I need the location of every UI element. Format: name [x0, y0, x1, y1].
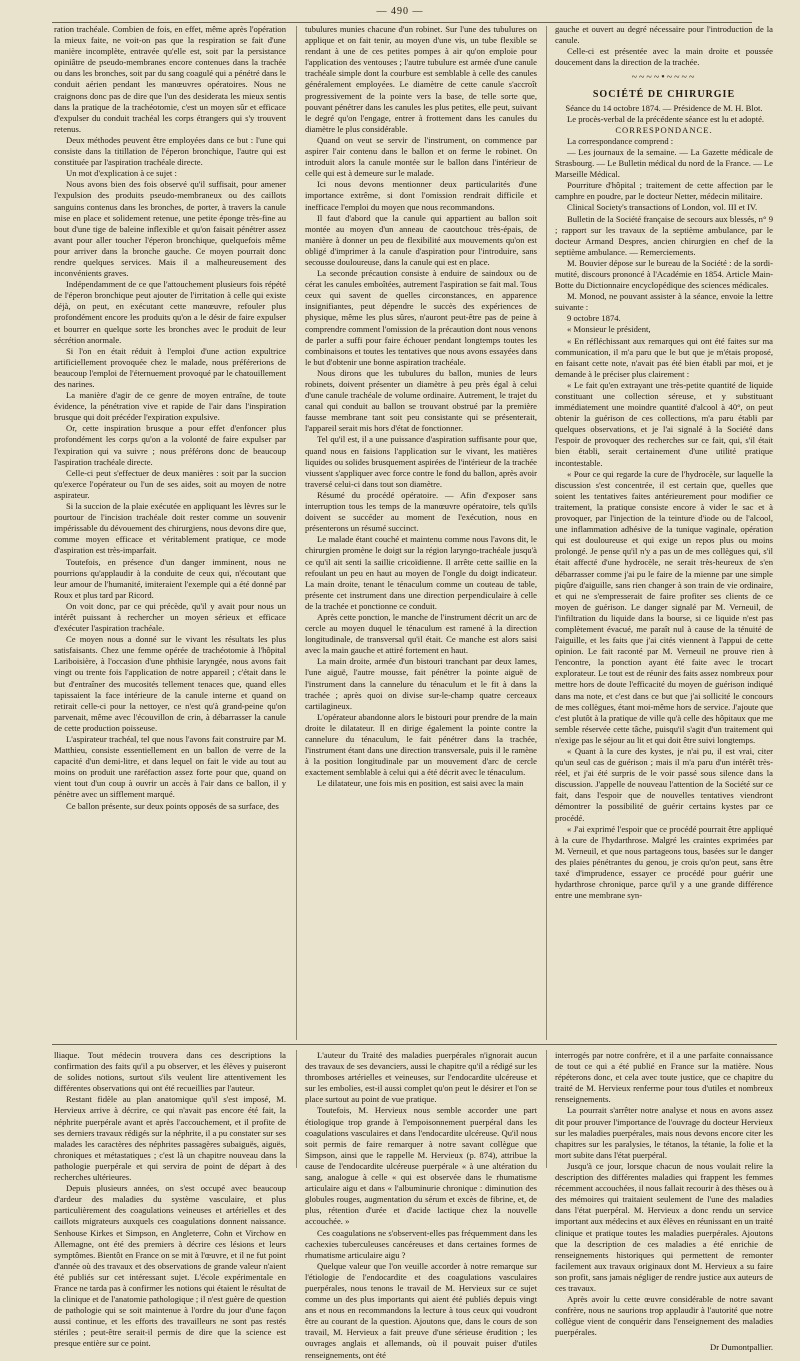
paragraph: Si la succion de la plaie exécutée en appliquant les lèvres sur le pourtour de l'incision trachéale doit rester comme un souvenir impérissable du dévouement des chirurgiens, nous devons dire que, comme moyen efficace et véritablement pratique, ce mode d'aspiration est très-imparfait. [54, 501, 286, 556]
paragraph: « En réfléchissant aux remarques qui ont été faites sur ma communication, il m'a paru que le but que je m'étais proposé, en faisant cette note, n'avait pas été bien établi par moi, et je demande à le préciser plus clairement : [555, 335, 773, 379]
paragraph: gauche et ouvert au degré nécessaire pour l'introduction de la canule. [555, 24, 773, 46]
paragraph: Après cette ponction, le manche de l'instrument décrit un arc de cercle au moyen duquel le ténaculum est ramené à la direction longitudinale, de transversal qu'il était. Ce manche est alors saisi avec la main gauche et attiré fortement en haut. [305, 611, 537, 656]
paragraph: Ces coagulations ne s'observent-elles pas fréquemment dans les cachexies tuberculeuses cancéreuses et dans certaines formes de rhumatisme articulaire aigu ? [305, 1227, 537, 1260]
bottom-column-3 [555, 1050, 773, 1353]
paragraph: lliaque. Tout médecin trouvera dans ces descriptions la confirmation des faits qu'il a pu observer, et les élèves y puiseront de solides notions, surtout s'ils veulent lire attentivement les différentes observations qui ont été recueillies par l'auteur. [54, 1050, 286, 1094]
column-2 [305, 24, 537, 1042]
paragraph: M. Bouvier dépose sur le bureau de la Société : de la sordi-mutité, discours prononcé à l'Académie en 1854. Article Main-Botte du Dictionnaire encyclopédique des sciences médicales. [555, 257, 773, 291]
society-minutes: Le procès-verbal de la précédente séance est lu et adopté. [567, 113, 765, 124]
ornament-divider: ~~~~•~~~~ [631, 72, 697, 84]
paragraph: L'aspirateur trachéal, tel que nous l'avons fait construire par M. Matthieu, consiste essentiellement en un ballon de verre de la capacité d'un demi-litre, et dans lequel on fait le vide au tout au moins on produit une raréfaction assez forte pour que, quand on vient tout d'un coup à ouvrir un accès à l'air dans ce ballon, il y pénètre avec un sifflement marqué. [54, 734, 286, 800]
paragraph: Toutefois, M. Hervieux nous semble accorder une part étiologique trop grande à l'empoisonnement puerpéral dans les coagulations vasculaires et dans l'endocardite ulcéreuse. Qu'il nous soit permis de faire remarquer à notre savant collègue que Simpson, ainsi que le rappelle M. Hervieux (p. 874), attribue la cause de l'endocardite ulcéreuse puerpérale « à une altération du sang, analogue à celle « qui est observée dans le rhumatisme articulaire aigu et dans « l'albuminurie chronique : diminution des globules rouges, augmentation du sérum et excès de fibrine, et, de plus, rétention d'urée et d'acide lactique chez la nouvelle accouchée. » [305, 1105, 537, 1227]
paragraph: Celle-ci est présentée avec la main droite et poussée doucement dans la direction de la trachée. [555, 46, 773, 68]
paragraph: L'opérateur abandonne alors le bistouri pour prendre de la main droite le dilatateur. Il en dirige également la pointe contre la cannelure du ténaculum, le fait pénétrer dans la trachée, l'instrument étant dans une direction transversale, puis il le ramène à la position longitudinale par un mouvement d'arc de cercle exactement semblable à celui qui a été décrit avec le ténaculum. [305, 711, 537, 778]
paragraph: « Monsieur le président, [567, 324, 651, 335]
paragraph: Indépendamment de ce que l'attouchement plusieurs fois répété de l'éperon bronchique peut ajouter de l'irritation à celle qui existe déjà, on peut, en exécutant cette manœuvre, refouler plus profondément encore les produits qu'on a le désir de faire expulser et bourrer en quelque sorte les bronches avec le produit de leur sécrétion anormale. [54, 279, 286, 345]
paragraph: Depuis plusieurs années, on s'est occupé avec beaucoup d'ardeur des maladies du système vasculaire, et plus particulièrement des coagulations veineuses et artérielles et des caillots migrateurs auxquels ces coagulations donnent naissance. Senhouse Kirkes et Simpson, en Angleterre, Cohn et Virchow en Allemagne, ont été des premiers à décrire ces lésions et leurs symptômes. Bientôt en France on se mit à l'œuvre, et il ne fut point d'année où des travaux et des observations de grande valeur n'aient été publiés sur cet intéressant sujet. L'école expérimentale en France ne tarda pas à confirmer les notions qui étaient le résultat de la clinique et de l'anatomie pathologique ; il n'est guère de question de pathologie qui se soit maintenue à l'ordre du jour d'une façon aussi continue, et les efforts des travailleurs ne sont pas restés stériles ; peut-être serait-il permis de dire que la science est presque entière sur ce point. [54, 1183, 286, 1349]
paragraph: Pourriture d'hôpital ; traitement de cette affection par le camphre en poudre, par le docteur Netter, médecin militaire. [555, 180, 773, 202]
paragraph: Ici nous devons mentionner deux particularités d'une importance extrême, si dont l'omission rendrait difficile et inefficace l'emploi du moyen que nous recommandons. [305, 179, 537, 212]
bottom-column-1 [54, 1050, 286, 1349]
column-3 [555, 24, 773, 1042]
column-divider [296, 1050, 297, 1168]
paragraph: La manière d'agir de ce genre de moyen entraîne, de toute évidence, la pénétration vive et rapide de l'air dans l'inspiration brusque qui doit précéder l'expiration expulsive. [54, 390, 286, 423]
paragraph: M. Monod, ne pouvant assister à la séance, envoie la lettre suivante : [555, 291, 773, 313]
paragraph: « Le fait qu'en extrayant une très-petite quantité de liquide constituant une collection séreuse, et y substituant immédiatement une moindre quantité d'alcool à 40°, on peut obtenir la guérison de ces collections, m'a paru établi par quelques observations, et je l'ai signalé à la Société dans l'espoir de provoquer des recherches sur ce fait, qui, s'il était bien établi, serait certainement d'une utilité pratique incontestable. [555, 379, 773, 468]
column-divider [546, 26, 547, 1040]
paragraph: Nous avons bien des fois observé qu'il suffisait, pour amener l'expulsion des produits pseudo-membraneux ou des caillots sanguins contenus dans les bronches, de porter, à travers la canule mise en place et solidement retenue, une petite éponge très-fine au bout d'une tige de baleine inflexible et qu'on faisait pénétrer assez avant pour aller toucher l'éperon bronchique, quelquefois même pour arriver dans la bronche gauche. Ce moyen pourrait donc rendre quelques services. Mais il a malheureusement des inconvénients graves. [54, 179, 286, 279]
column-1 [54, 24, 286, 1042]
paragraph: Deux méthodes peuvent être employées dans ce but : l'une qui consiste dans la titillation de l'éperon bronchique, l'autre qui est constituée par l'aspiration trachéale directe. [54, 134, 286, 168]
paragraph: Un mot d'explication à ce sujet : [66, 168, 177, 179]
paragraph: On voit donc, par ce qui précède, qu'il y avait pour nous un intérêt puissant à rechercher un moyen sérieux et efficace d'exécuter l'aspiration trachéale. [54, 600, 286, 634]
paragraph: La pourrait s'arrêter notre analyse et nous en avons assez dit pour prouver l'importance de l'ouvrage du docteur Hervieux sur les maladies puerpérales, mais nous devons encore citer les chapitres sur les paralysies, le tétanos, la tétanie, la folie et la mort subite dans l'état puerpéral. [555, 1105, 773, 1160]
page-number: — 490 — [376, 6, 424, 17]
paragraph: Restant fidèle au plan anatomique qu'il s'est imposé, M. Hervieux arrive à décrire, ce qui n'avait pas encore été fait, la néphrite puerpérale avant et après l'accouchement, et il profite de ses derniers travaux rédigés sur la néphrite, il a pu constater sur ses malades les caractères des néphrites passagères subaiguës, aiguës, chroniques et métastatiques ; c'est là un chapitre nouveau dans la pathologie puerpérale et qui servira de point de départ à des recherches ultérieures. [54, 1094, 286, 1183]
paragraph: « J'ai exprimé l'espoir que ce procédé pourrait être appliqué à la cure de l'hydarthrose. Malgré les craintes exprimées par M. Verneuil, et que nous partageons tous, basées sur le danger des plaies pénétrantes du genou, je crois qu'on peut, sans être taxé d'imprudence, essayer ce procédé pour guérir une hydarthrose chronique, parce qu'il y a une grande différence entre une membrane syn- [555, 823, 773, 901]
paragraph: Ce ballon présente, sur deux points opposés de sa surface, des [66, 800, 279, 811]
paragraph: Résumé du procédé opératoire. — Afin d'exposer sans interruption tous les temps de la manœuvre opératoire, tels qu'ils doivent se succéder au moment de l'exécution, nous en présenterons un résumé succinct. [305, 489, 537, 534]
paragraph: « Quant à la cure des kystes, je n'ai pu, il est vrai, citer qu'un seul cas de guérison ; mais il m'a paru d'un intérêt très-réel, et j'ai été surpris de le voir passé sous silence dans la discussion. J'appelle de nouveau l'attention de la Société sur ce fait, dans l'espoir que de nouvelles tentatives viendront démontrer la possibilité de guérir certains kystes par ce procédé. [555, 746, 773, 823]
paragraph: La correspondance comprend : [567, 135, 674, 146]
paragraph: Quand on veut se servir de l'instrument, on commence par aspirer l'air contenu dans le ballon et on ferme le robinet. On introduit alors la canule montée sur le ballon dans l'intérieur de celle qui est à demeure sur le malade. [305, 134, 537, 179]
column-divider [546, 1050, 547, 1168]
paragraph: Il faut d'abord que la canule qui appartient au ballon soit montée au moyen d'un anneau de caoutchouc très-épais, de manière à donner un peu de flexibilité aux mouvements qu'on est obligé d'imprimer à la canule d'aspiration pour l'introduire, sans secousse douloureuse, dans la canule qui est en place. [305, 212, 537, 267]
paragraph: Or, cette inspiration brusque a pour effet d'enfoncer plus profondément les corps qu'on a la volonté de faire expulser par l'expiration qui va suivre ; nous préférons donc de beaucoup l'aspiration trachéale directe. [54, 423, 286, 467]
society-session: Séance du 14 octobre 1874. — Présidence de M. H. Blot. [565, 102, 763, 113]
paragraph: Tel qu'il est, il a une puissance d'aspiration suffisante pour que, quand nous en faisions l'application sur le vivant, les matières liquides ou solides brusquement aspirées de l'intérieur de la trachée viussent s'appliquer avec force contre le fond du ballon, après avoir traversé celui-ci dans tout son diamètre. [305, 434, 537, 489]
paragraph: L'auteur du Traité des maladies puerpérales n'ignorait aucun des travaux de ses devanciers, aussi le chapitre qu'il a rédigé sur les thromboses artérielles et veineuses, sur l'endocardite ulcéreuse et sur les embolies, est-il aussi complet qu'on peut le désirer et l'on se place surtout au point de vue pratique. [305, 1050, 537, 1105]
paragraph: La main droite, armée d'un bistouri tranchant par deux lames, l'une aiguë, l'autre mousse, fait pénétrer la pointe aiguë de l'instrument dans la cannelure du ténaculum et le fit à dans la trachée ; après quoi on divise sur-le-champ quatre cerceaux cartilagineux. [305, 656, 537, 711]
bottom-section-rule [52, 1044, 777, 1045]
paragraph: Celle-ci peut s'effectuer de deux manières : soit par la succion qu'exerce l'opérateur ou l'un de ses aides, soit au moyen de notre aspirateur. [54, 467, 286, 500]
correspondence-title: CORRESPONDANCE. [615, 124, 713, 135]
paragraph: Jusqu'à ce jour, lorsque chacun de nous voulait relire la description des différentes maladies qui frappent les femmes récemment accouchées, il nous fallait recourir à des thèses ou à des mémoires qui traitaient seulement de l'une des maladies dans l'état puerpéral. M. Hervieux a donc rendu un service important aux médecins et aux élèves en réunissant en un traité clinique et pratique toutes les maladies puerpérales. Ajoutons que la description de ces maladies a été enrichie de renseignements historiques qui permettent de remonter facilement aux travaux originaux dont M. Hervieux a su faire son profit, sans jamais négliger de rendre justice aux auteurs de ces travaux. [555, 1160, 773, 1293]
paragraph: Après avoir lu cette œuvre considérable de notre savant confrère, nous ne saurions trop applaudir à l'autorité que notre collègue vient de conquérir dans l'enseignement des maladies puerpérales. [555, 1294, 773, 1338]
paragraph: Le malade étant couché et maintenu comme nous l'avons dit, le chirurgien promène le doigt sur la région laryngo-trachéale jusqu'à ce qu'il ait senti la saillie cricoïdienne. Il arrête cette saillie en la refoulant un peu en haut au moyen de l'ongle du doigt indicateur. La main droite, tenant le ténaculum comme un couteau de table, présente cet instrument dans une direction perpendiculaire à celle de la trachée et ponctionne ce conduit. [305, 534, 537, 611]
paragraph: « Pour ce qui regarde la cure de l'hydrocèle, sur laquelle la discussion s'est concentrée, il est certain que, quelles que soient les tentatives faites antérieurement pour modifier ce traitement, la pratique consiste encore à vider le sac et à provoquer, par l'injection de la teinture d'iode ou de l'alcool, une inflammation adhésive de la tunique vaginale, opération qui est douloureuse et qui exige un repos plus ou moins prolongé. Je pense qu'il n'y a pas un de mes collègues qui, s'il était affecté d'une hydrocèle, ne serait très-heureux de s'en débarrasser comme j'ai pu le faire de la mienne par une simple piqûre d'aiguille, sans rien changer à son train de vie ordinaire, et qui ne s'empresserait de faire profiter ses clients de ce moyen de guérison. Le danger signalé par M. Verneuil, de l'infiltration du liquide dans la bourse, si ce liquide n'est pas complètement évacué, me paraît nul à cause de la ténuité de l'aiguille, et les faits que j'ai cités viennent à l'appui de cette opinion. Le fait raconté par M. Verneuil ne prouve rien à l'encontre, la ponction ayant été faite avec le trocart explorateur. Le tout est de réunir des faits assez nombreux pour mettre hors de doute l'efficacité du moyen de guérison indiqué dans ma note, et c'est dans ce but que j'ai sollicité le concours de mes collègues, étant moi-même hors de service. J'ajoute que c'est plutôt à la pratique de ville qu'à celle des hôpitaux que me semble réservée cette tâche, puisqu'il s'agit d'un traitement qui n'exige pas le séjour au lit et qui doit être suivi longtemps. [555, 468, 773, 745]
paragraph: — Les journaux de la semaine. — La Gazette médicale de Strasbourg. — Le Bulletin médical du nord de la France. — Le Marseille Médical. [555, 146, 773, 180]
paragraph: Le dilatateur, une fois mis en position, est saisi avec la main [317, 778, 524, 789]
paragraph: Nous dirons que les tubulures du ballon, munies de leurs robinets, doivent présenter un diamètre à peu près égal à celui d'une canule trachéale de volume ordinaire. Autrement, le trajet du canal qui conduit au ballon se trouvant obstrué par la première fausse membrane tant soit peu consistante qui se présenterait, l'appareil serait mis hors d'état de fonctionner. [305, 367, 537, 434]
paragraph: tubulures munies chacune d'un robinet. Sur l'une des tubulures on applique et on fait tenir, au moyen d'une vis, un tube flexible se rendant à une de ces petites pompes à air qu'on emploie pour l'application des ventouses ; l'autre tubulure est armée d'une canule trachéale simple dont la courbure est semblable à celle des canules généralement employées. Le diamètre de cette canule s'accroît progressivement de la pointe vers la base, de telle sorte que, pouvant pénétrer dans les canules les plus petites, elle peut, suivant le degré qu'on l'engage, entrer à frottement dans les canules du diamètre le plus considérable. [305, 24, 537, 134]
paragraph: Bulletin de la Société française de secours aux blessés, n° 9 ; rapport sur les travaux de la septième ambulance, par le docteur Armand Despres, ancien chirurgien en chef de la septième ambulance. — Remerciements. [555, 213, 773, 257]
column-divider [296, 26, 297, 1040]
paragraph: Clinical Society's transactions of London, vol. III et IV. [567, 202, 758, 213]
paragraph: Quelque valeur que l'on veuille accorder à notre remarque sur l'étiologie de l'endocardite et des coagulations vasculaires puerpérales, nous tenons le travail de M. Hervieux sur ce sujet comme un des plus importants qui aient été publiés depuis vingt ans et nous en recommandons la lecture à tous ceux qui voudront être au courant de la question. Ajoutons que, dans le cours de son travail, M. Hervieux a fait preuve d'une sérieuse érudition ; les ouvrages anglais et allemands, où il pouvait puiser d'utiles renseignements, ont été [305, 1260, 537, 1360]
paragraph: 9 octobre 1874. [567, 313, 621, 324]
bottom-column-2 [305, 1050, 537, 1360]
paragraph: Ce moyen nous a donné sur le vivant les résultats les plus satisfaisants. Chez une femme opérée de trachéotomie à l'hôpital Lariboisière, à l'occasion d'une phthisie laryngée, nous avons fait vingt ou trente fois l'application de notre appareil ; c'était dans le but d'entraîner des mucosités tellement tenaces que, quand elles tapissaient la face intérieure de la canule interne et quand on retirait celle-ci pour la nettoyer, ce n'est qu'à grand-peine qu'on parvenait, même avec l'écouvillon de crin, à débarrasser la canule de cette production poisseuse. [54, 634, 286, 733]
paragraph: ration trachéale. Combien de fois, en effet, même après l'opération la mieux faite, ne voit-on pas que la respiration se fait d'une manière incomplète, entravée qu'elle est, soit par la persistance opiniâtre de pseudo-membranes encore contenues dans la trachée ou dans les bronches, soit par du sang coagulé qui a pénétré dans le conduit aérien pendant les manœuvres opératoires. Nous ne craignons donc pas de dire que l'un des desiderata les mieux sentis dans la pratique de la trachéotomie, c'est un moyen sûr et efficace d'expulser du conduit trachéal les corps étrangers qui s'y trouvent retenus. [54, 24, 286, 134]
paragraph: La seconde précaution consiste à enduire de saindoux ou de cérat les canules emboîtées, autrement l'aspiration se fait mal. Tous ceux qui savent de quelles circonstances, en apparence insignifiantes, peut dépendre le succès des expériences de physique, même les plus sûres, n'auront peut-être pas de peine à comprendre comment l'omission de la précaution dont nous venons de parler a suffi pour faire échouer pendant longtemps toutes les combinaisons et toutes les tentatives que nous avons essayées dans le but d'obtenir une bonne aspiration trachéale. [305, 268, 537, 367]
paragraph: interrogés par notre confrère, et il a une parfaite connaissance de tout ce qui a été publié en France sur la matière. Nous répéterons donc, et cela avec toute justice, que ce chapitre du traité de M. Hervieux renferme pour tous d'utiles et nombreux renseignements. [555, 1050, 773, 1105]
paragraph: Si l'on en était réduit à l'emploi d'une action expultrice artificiellement provoquée chez le malade, nous préférerions de beaucoup l'emploi de l'éternuement provoqué par le chatouillement des narines. [54, 345, 286, 389]
top-rule [52, 22, 752, 23]
society-title: SOCIÉTÉ DE CHIRURGIE [592, 89, 736, 101]
signature: Dr Dumontpallier. [709, 1342, 773, 1353]
paragraph: Toutefois, en présence d'un danger imminent, nous ne pourrions qu'applaudir à la conduite de ceux qui, n'écoutant que leur amour de l'humanité, imiteraient l'exemple qui a été donné par Roux et plus tard par Ricord. [54, 556, 286, 600]
